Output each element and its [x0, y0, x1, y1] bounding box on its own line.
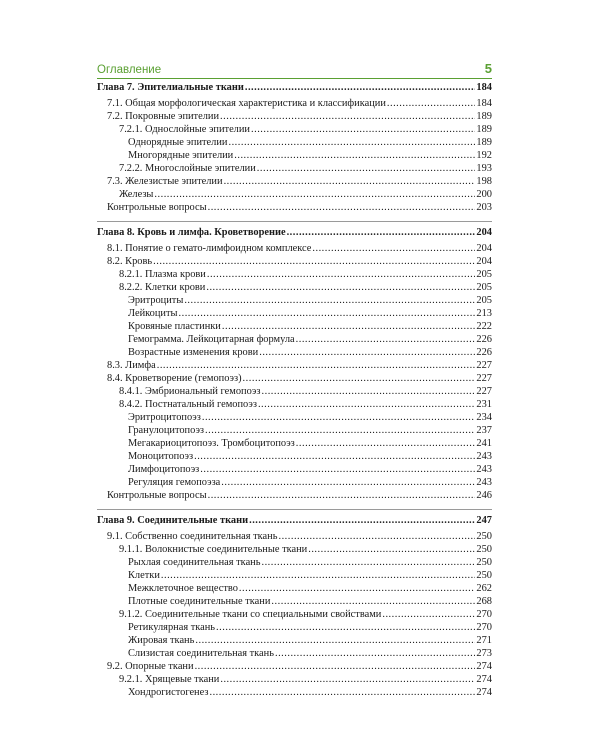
- toc-dot-leader: [234, 149, 475, 162]
- toc-dot-leader: [184, 294, 475, 307]
- toc-entry-page: 184: [476, 82, 492, 93]
- toc-entry-title: Гемограмма. Лейкоцитарная формула: [128, 334, 295, 345]
- toc-entry-title: Лимфоцитопоэз: [128, 464, 200, 475]
- toc-entry-page: 250: [476, 544, 492, 555]
- toc-entry-page: 193: [476, 163, 492, 174]
- toc-entry[interactable]: [97, 673, 492, 686]
- toc-entry[interactable]: [97, 608, 492, 621]
- toc-dot-leader: [249, 514, 475, 527]
- toc-dot-leader: [179, 307, 476, 320]
- toc-dot-leader: [202, 411, 476, 424]
- toc-entry[interactable]: [97, 136, 492, 149]
- toc-dot-leader: [216, 621, 475, 634]
- toc-entry-page: 222: [476, 321, 492, 332]
- toc-dot-leader: [222, 320, 476, 333]
- toc-dot-leader: [259, 346, 475, 359]
- toc-entry-title: 8.3. Лимфа: [107, 360, 156, 371]
- toc-entry[interactable]: [97, 281, 492, 294]
- toc-entry[interactable]: [97, 543, 492, 556]
- toc-entry[interactable]: [97, 294, 492, 307]
- toc-entry-title: Моноцитопоэз: [128, 451, 194, 462]
- toc-entry-title: Глава 8. Кровь и лимфа. Кроветворение: [97, 227, 286, 238]
- toc-dot-leader: [220, 673, 475, 686]
- toc-entry[interactable]: [97, 556, 492, 569]
- toc-entry-page: 227: [476, 386, 492, 397]
- toc-dot-leader: [194, 450, 475, 463]
- toc-entry-title: Клетки: [128, 570, 160, 581]
- toc-entry[interactable]: [97, 489, 492, 502]
- page-number: 5: [484, 61, 492, 76]
- toc-entry-title: Слизистая соединительная ткань: [128, 648, 274, 659]
- toc-entry-title: 7.3. Железистые эпителии: [107, 176, 223, 187]
- toc-entry-page: 205: [476, 269, 492, 280]
- toc-dot-leader: [387, 97, 476, 110]
- running-header-title: Оглавление: [97, 64, 162, 76]
- toc-entry[interactable]: [97, 242, 492, 255]
- toc-entry-title: 8.4.1. Эмбриональный гемопоэз: [119, 386, 261, 397]
- toc-entry[interactable]: [97, 346, 492, 359]
- toc-entry[interactable]: [97, 411, 492, 424]
- toc-dot-leader: [261, 556, 475, 569]
- toc-dot-leader: [153, 255, 475, 268]
- toc-dot-leader: [287, 226, 476, 239]
- toc-dot-leader: [296, 333, 476, 346]
- toc-entry-title: 8.4.2. Постнатальный гемопоэз: [119, 399, 257, 410]
- toc-entry-page: 204: [476, 243, 492, 254]
- toc-entry-page: 274: [476, 674, 492, 685]
- toc-entry-title: Контрольные вопросы: [107, 202, 207, 213]
- toc-dot-leader: [228, 136, 475, 149]
- toc-entry-page: 247: [476, 515, 492, 526]
- toc-dot-leader: [251, 123, 475, 136]
- toc-entry-page: 205: [476, 282, 492, 293]
- toc-entry[interactable]: [97, 463, 492, 476]
- toc-entry-page: 192: [476, 150, 492, 161]
- page-header: [97, 58, 492, 76]
- toc-entry-title: 8.2.2. Клетки крови: [119, 282, 206, 293]
- toc-dot-leader: [271, 595, 475, 608]
- toc-entry[interactable]: [97, 359, 492, 372]
- toc-entry-page: 268: [476, 596, 492, 607]
- toc-entry-page: 226: [476, 347, 492, 358]
- toc-entry-page: 189: [476, 111, 492, 122]
- toc-entry[interactable]: [97, 450, 492, 463]
- toc-entry-title: Контрольные вопросы: [107, 490, 207, 501]
- toc-dot-leader: [243, 372, 476, 385]
- toc-entry-page: 271: [476, 635, 492, 646]
- toc-entry-title: Эритроцитопоэз: [128, 412, 201, 423]
- toc-dot-leader: [154, 188, 475, 201]
- toc-dot-leader: [262, 385, 476, 398]
- toc-entry-page: 200: [476, 189, 492, 200]
- toc-entry-title: 9.1.1. Волокнистые соединительные ткани: [119, 544, 308, 555]
- toc-entry-page: 226: [476, 334, 492, 345]
- toc-entry-title: 7.1. Общая морфологическая характеристика и классификации: [107, 98, 386, 109]
- toc-entry-page: 237: [476, 425, 492, 436]
- toc-dot-leader: [382, 608, 475, 621]
- toc-dot-leader: [278, 530, 475, 543]
- toc-entry-page: 274: [476, 661, 492, 672]
- toc-entry[interactable]: [97, 582, 492, 595]
- toc-chapter-heading[interactable]: [97, 81, 492, 94]
- toc-entry-page: 241: [476, 438, 492, 449]
- toc-entry-page: 184: [476, 98, 492, 109]
- toc-entry-page: 227: [476, 360, 492, 371]
- toc-entry-title: 7.2.2. Многослойные эпителии: [119, 163, 256, 174]
- toc-entry-title: 7.2.1. Однослойные эпителии: [119, 124, 250, 135]
- toc-dot-leader: [208, 201, 476, 214]
- toc-dot-leader: [239, 582, 476, 595]
- toc-dot-leader: [157, 359, 476, 372]
- toc-dot-leader: [208, 489, 476, 502]
- toc-entry-page: 250: [476, 570, 492, 581]
- toc-entry[interactable]: [97, 476, 492, 489]
- toc-entry[interactable]: [97, 424, 492, 437]
- toc-entry-title: 8.4. Кроветворение (гемопоэз): [107, 373, 242, 384]
- toc-entry[interactable]: [97, 268, 492, 281]
- toc-entry-title: 9.1. Собственно соединительная ткань: [107, 531, 278, 542]
- toc-entry[interactable]: [97, 188, 492, 201]
- toc-dot-leader: [205, 424, 475, 437]
- toc-entry-page: 250: [476, 557, 492, 568]
- toc-entry[interactable]: [97, 110, 492, 123]
- toc-dot-leader: [195, 634, 475, 647]
- toc-entry-title: Глава 7. Эпителиальные ткани: [97, 82, 244, 93]
- toc-entry-page: 234: [476, 412, 492, 423]
- toc-entry[interactable]: [97, 437, 492, 450]
- toc-entry-page: 213: [476, 308, 492, 319]
- toc-entry[interactable]: [97, 333, 492, 346]
- toc-entry-page: 227: [476, 373, 492, 384]
- toc-entry-title: Лейкоциты: [128, 308, 178, 319]
- toc-entry[interactable]: [97, 569, 492, 582]
- toc-entry-page: 243: [476, 464, 492, 475]
- toc-entry-title: Регуляция гемопоэза: [128, 477, 221, 488]
- toc-dot-leader: [308, 543, 475, 556]
- toc-dot-leader: [312, 242, 475, 255]
- toc-entry[interactable]: [97, 634, 492, 647]
- toc-dot-leader: [195, 660, 476, 673]
- toc-entry-page: 205: [476, 295, 492, 306]
- toc-entry-title: 9.2. Опорные ткани: [107, 661, 194, 672]
- toc-entry-page: 198: [476, 176, 492, 187]
- toc-entry-title: Возрастные изменения крови: [128, 347, 259, 358]
- toc-dot-leader: [257, 162, 476, 175]
- toc-entry-title: 9.2.1. Хрящевые ткани: [119, 674, 220, 685]
- toc-entry-title: Железы: [119, 189, 154, 200]
- toc-entry-page: 189: [476, 137, 492, 148]
- toc-dot-leader: [209, 686, 475, 699]
- toc-entry[interactable]: [97, 320, 492, 333]
- toc-entry[interactable]: [97, 149, 492, 162]
- toc-entry[interactable]: [97, 398, 492, 411]
- toc-entry[interactable]: [97, 385, 492, 398]
- toc-entry-page: 273: [476, 648, 492, 659]
- toc-entry-title: Гранулоцитопоэз: [128, 425, 205, 436]
- toc-dot-leader: [224, 175, 476, 188]
- toc-dot-leader: [200, 463, 475, 476]
- toc-dot-leader: [221, 476, 475, 489]
- toc-entry[interactable]: [97, 686, 492, 699]
- toc-entry-title: 8.2. Кровь: [107, 256, 153, 267]
- toc-chapter-heading[interactable]: [97, 226, 492, 239]
- toc-entry[interactable]: [97, 595, 492, 608]
- toc-entry-title: Ретикулярная ткань: [128, 622, 216, 633]
- toc-chapter-section: [97, 81, 492, 214]
- toc-dot-leader: [275, 647, 475, 660]
- toc-dot-leader: [161, 569, 476, 582]
- toc-entry-page: 250: [476, 531, 492, 542]
- toc-entry[interactable]: [97, 621, 492, 634]
- toc-entry-page: 270: [476, 622, 492, 633]
- toc-entry[interactable]: [97, 123, 492, 136]
- toc-entry[interactable]: [97, 162, 492, 175]
- toc-dot-leader: [220, 110, 475, 123]
- toc-entry-title: 8.1. Понятие о гемато-лимфоидном комплексе: [107, 243, 312, 254]
- toc-chapter-section: [97, 221, 492, 502]
- toc-dot-leader: [245, 81, 476, 94]
- toc-entry-page: 203: [476, 202, 492, 213]
- toc-entry-title: Межклеточное вещество: [128, 583, 238, 594]
- toc-chapter-heading[interactable]: [97, 514, 492, 527]
- toc-entry[interactable]: [97, 201, 492, 214]
- toc-entry-page: 274: [476, 687, 492, 698]
- toc-dot-leader: [258, 398, 475, 411]
- toc-entry-title: Мегакариоцитопоэз. Тромбоцитопоэз: [128, 438, 295, 449]
- toc-entry-page: 243: [476, 451, 492, 462]
- toc-entry[interactable]: [97, 660, 492, 673]
- toc-entry-page: 270: [476, 609, 492, 620]
- toc-entry-page: 204: [476, 256, 492, 267]
- toc-entry-title: 9.1.2. Соединительные ткани со специальными свойствами: [119, 609, 382, 620]
- toc-chapter-section: [97, 509, 492, 699]
- toc-entry-title: 7.2. Покровные эпителии: [107, 111, 220, 122]
- toc-entry-title: Глава 9. Соединительные ткани: [97, 515, 249, 526]
- toc-entry-page: 262: [476, 583, 492, 594]
- toc-entry-title: Однорядные эпителии: [128, 137, 228, 148]
- table-of-contents: [97, 81, 492, 699]
- toc-entry-page: 246: [476, 490, 492, 501]
- toc-entry-title: Жировая ткань: [128, 635, 195, 646]
- toc-entry[interactable]: [97, 372, 492, 385]
- toc-entry[interactable]: [97, 530, 492, 543]
- toc-entry-title: Плотные соединительные ткани: [128, 596, 271, 607]
- toc-entry[interactable]: [97, 307, 492, 320]
- toc-entry[interactable]: [97, 255, 492, 268]
- toc-entry-title: Кровяные пластинки: [128, 321, 221, 332]
- toc-entry-title: Хондрогистогенез: [128, 687, 209, 698]
- toc-entry[interactable]: [97, 97, 492, 110]
- toc-entry-title: 8.2.1. Плазма крови: [119, 269, 206, 280]
- toc-entry-title: Эритроциты: [128, 295, 184, 306]
- toc-entry-page: 231: [476, 399, 492, 410]
- toc-dot-leader: [207, 268, 476, 281]
- header-divider: [97, 78, 492, 79]
- toc-dot-leader: [296, 437, 476, 450]
- toc-entry[interactable]: [97, 175, 492, 188]
- toc-entry-page: 204: [476, 227, 492, 238]
- toc-entry-page: 189: [476, 124, 492, 135]
- toc-entry-title: Рыхлая соединительная ткань: [128, 557, 261, 568]
- toc-entry-page: 243: [476, 477, 492, 488]
- toc-entry[interactable]: [97, 647, 492, 660]
- toc-dot-leader: [206, 281, 475, 294]
- toc-entry-title: Многорядные эпителии: [128, 150, 234, 161]
